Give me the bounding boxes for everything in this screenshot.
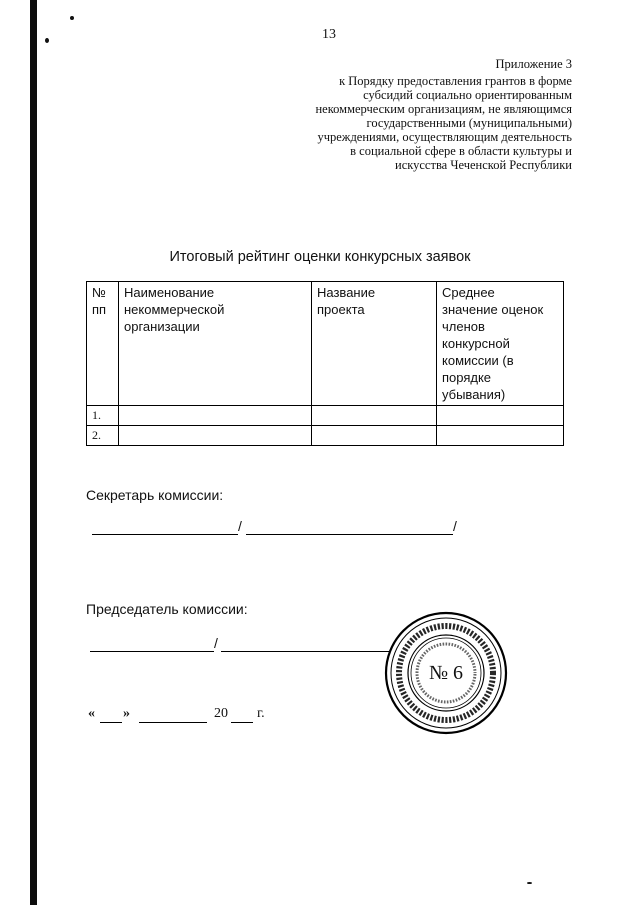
- chairman-label: Председатель комиссии:: [86, 601, 248, 617]
- header-line: членов: [442, 319, 485, 334]
- chairman-signature-line: [90, 651, 214, 652]
- header-line: организации: [124, 319, 200, 334]
- document-title: Итоговый рейтинг оценки конкурсных заявок: [169, 249, 471, 265]
- header-line: пп: [92, 302, 107, 317]
- stamp-number: № 6: [428, 662, 464, 684]
- table-row: [87, 406, 564, 426]
- signature-slash: /: [214, 635, 218, 651]
- header-line: Среднее: [442, 285, 495, 300]
- appendix-line: государственными (муниципальными): [366, 116, 572, 130]
- appendix-line: учреждениями, осуществляющим деятельность: [317, 130, 572, 144]
- appendix-line: субсидий социально ориентированным: [363, 88, 572, 102]
- signature-slash: /: [238, 518, 242, 534]
- secretary-signature-line: [92, 534, 238, 535]
- cell-project: [312, 426, 437, 446]
- header-line: порядке: [442, 370, 492, 385]
- date-open-quote: «: [88, 706, 95, 721]
- date-day-line: [100, 722, 122, 723]
- header-organization: [119, 282, 312, 406]
- cell-number: 1.: [87, 406, 119, 426]
- scan-edge-bar: [30, 0, 37, 905]
- appendix-title: Приложение 3: [495, 57, 572, 71]
- signature-slash: /: [453, 518, 457, 534]
- date-year-prefix: 20: [214, 706, 228, 721]
- appendix-line: некоммерческим организациям, не являющимся: [315, 102, 572, 116]
- date-close-quote: »: [123, 706, 130, 721]
- header-line: комиссии (в: [442, 353, 514, 368]
- header-line: Наименование: [124, 285, 215, 300]
- appendix-line: к Порядку предоставления грантов в форме: [339, 74, 572, 88]
- cell-organization: [119, 406, 312, 426]
- header-line: №: [92, 285, 106, 300]
- scan-speck: [45, 38, 49, 43]
- cell-project: [312, 406, 437, 426]
- header-project: [312, 282, 437, 406]
- secretary-label: Секретарь комиссии:: [86, 487, 224, 503]
- rating-table: [86, 281, 564, 446]
- table-header-row: [87, 282, 564, 406]
- official-stamp: [383, 610, 509, 736]
- table-row: [87, 426, 564, 446]
- header-line: значение оценок: [442, 302, 544, 317]
- appendix-line: в социальной сфере в области культуры и: [350, 144, 572, 158]
- date-month-line: [139, 722, 207, 723]
- cell-score: [437, 406, 564, 426]
- appendix-reference: [272, 74, 572, 172]
- date-year-line: [231, 722, 253, 723]
- secretary-name-line: [246, 534, 453, 535]
- header-average-score: [437, 282, 564, 406]
- chairman-name-line: [221, 651, 391, 652]
- appendix-line: искусства Чеченской Республики: [395, 158, 572, 172]
- scan-speck: [70, 16, 74, 20]
- scan-speck: [527, 882, 532, 884]
- header-line: Название: [317, 285, 376, 300]
- cell-score: [437, 426, 564, 446]
- header-line: некоммерческой: [124, 302, 225, 317]
- cell-number: 2.: [87, 426, 119, 446]
- header-line: убывания): [442, 387, 506, 402]
- page-number: 13: [322, 27, 336, 42]
- date-year-suffix: г.: [257, 706, 265, 721]
- header-number: [87, 282, 119, 406]
- cell-organization: [119, 426, 312, 446]
- header-line: конкурсной: [442, 336, 510, 351]
- header-line: проекта: [317, 302, 365, 317]
